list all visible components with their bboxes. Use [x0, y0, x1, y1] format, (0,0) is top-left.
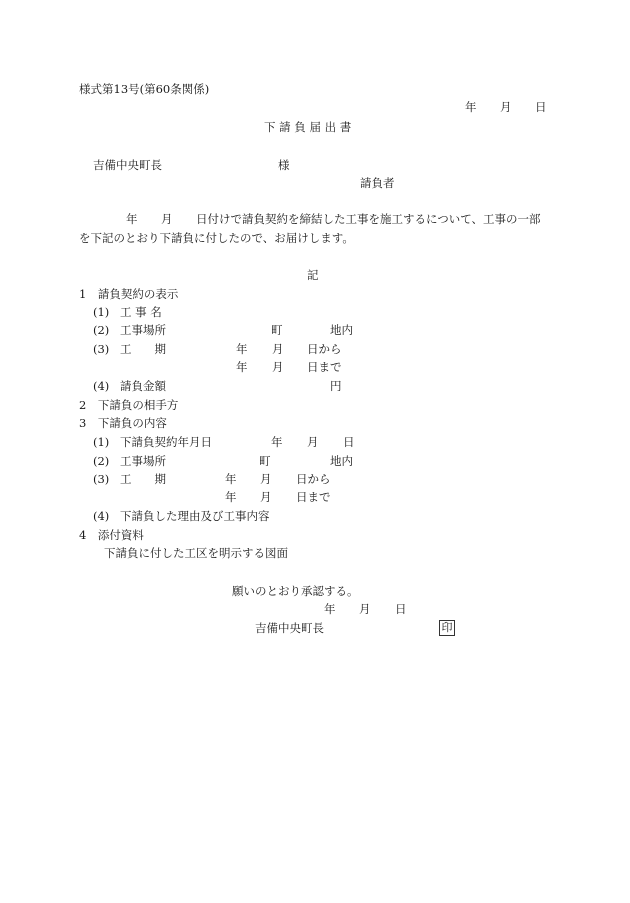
s1-item3-from-day: 日から	[307, 342, 342, 356]
body-year: 年	[126, 212, 138, 226]
section4-detail: 下請負に付した工区を明示する図面	[104, 546, 288, 560]
s3-item2-lot: 地内	[330, 454, 353, 468]
form-number: 様式第13号(第60条関係)	[79, 82, 210, 96]
s3-item3-from-year: 年	[225, 472, 237, 486]
section4-heading: 4 添付資料	[79, 528, 144, 542]
addressee-name: 吉備中央町長	[93, 158, 162, 172]
s1-item4-unit: 円	[330, 379, 342, 393]
section1-heading: 1 請負契約の表示	[79, 287, 179, 301]
s1-item2-label: 工事場所	[120, 323, 166, 337]
s1-item3-to-year: 年	[236, 360, 248, 374]
applicant-label: 請負者	[360, 176, 395, 190]
approval-mayor: 吉備中央町長	[255, 621, 324, 635]
body-month: 月	[161, 212, 173, 226]
body-line-1: 日付けで請負契約を締結した工事を施工するについて、工事の一部	[196, 212, 541, 226]
s1-item1-num: (1)	[93, 305, 110, 319]
s3-item3-num: (3)	[93, 472, 110, 486]
s1-item3-from-month: 月	[272, 342, 284, 356]
s3-item4-num: (4)	[93, 509, 110, 523]
s1-item3-to-month: 月	[272, 360, 284, 374]
s3-item2-num: (2)	[93, 454, 110, 468]
addressee-honorific: 様	[278, 158, 290, 172]
s3-item2-town: 町	[259, 454, 271, 468]
s1-item1-label: 工 事 名	[120, 305, 162, 319]
approval-text: 願いのとおり承認する。	[232, 584, 359, 598]
s3-item4-label: 下請負した理由及び工事内容	[120, 509, 270, 523]
s1-item3-from-year: 年	[236, 342, 248, 356]
s3-item1-label: 下請負契約年月日	[120, 435, 212, 449]
approval-month: 月	[359, 602, 371, 616]
s3-item1-month: 月	[307, 435, 319, 449]
ki-heading: 記	[307, 268, 319, 282]
section3-heading: 3 下請負の内容	[79, 416, 167, 430]
s1-item3-num: (3)	[93, 342, 110, 356]
header-date-day: 日	[535, 100, 547, 114]
s3-item3-to-day: 日まで	[296, 490, 331, 504]
approval-year: 年	[324, 602, 336, 616]
s3-item3-from-month: 月	[260, 472, 272, 486]
s1-item2-lot: 地内	[330, 323, 353, 337]
s3-item2-label: 工事場所	[120, 454, 166, 468]
s3-item3-to-year: 年	[225, 490, 237, 504]
document-title: 下 請 負 届 出 書	[264, 120, 352, 134]
s3-item3-label: 工 期	[120, 472, 166, 486]
s1-item2-town: 町	[271, 323, 283, 337]
s1-item3-label: 工 期	[120, 342, 166, 356]
s3-item1-num: (1)	[93, 435, 110, 449]
body-line-2: を下記のとおり下請負に付したので、お届けします。	[79, 231, 354, 245]
s3-item3-from-day: 日から	[296, 472, 331, 486]
header-date-year: 年	[465, 100, 477, 114]
header-date-month: 月	[500, 100, 512, 114]
seal-stamp: 印	[439, 620, 455, 636]
s1-item3-to-day: 日まで	[307, 360, 342, 374]
s1-item4-label: 請負金額	[120, 379, 166, 393]
approval-day: 日	[395, 602, 407, 616]
s1-item2-num: (2)	[93, 323, 110, 337]
s1-item4-num: (4)	[93, 379, 110, 393]
s3-item1-day: 日	[343, 435, 355, 449]
section2-heading: 2 下請負の相手方	[79, 398, 179, 412]
s3-item3-to-month: 月	[260, 490, 272, 504]
s3-item1-year: 年	[271, 435, 283, 449]
